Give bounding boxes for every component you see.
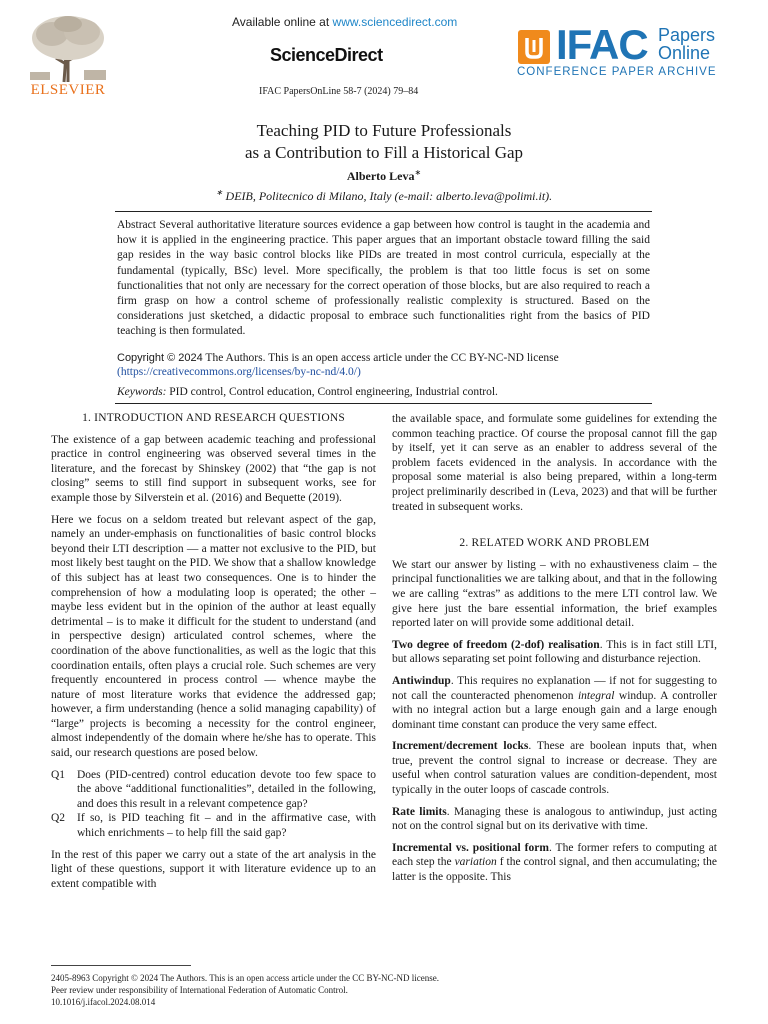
abstract-copyright [117, 351, 650, 379]
intro-continuation: the available space, and formulate some guidelines for extending the common teaching practice. Of course the proposal cannot fill the gap by itself, yet it can serve as an enabler to address several of the problem facets evidenced in the analysis. In accordance with the proposal some material is also being prepared, within a long-term project preliminarily described in (Leva, 2023) and that will be further treated in subsequent works. [392, 413, 717, 513]
left-column [51, 411, 376, 898]
right-column [392, 412, 717, 892]
footer-peer-review: Peer review under responsibility of International Federation of Automatic Control. [51, 985, 348, 995]
keywords-line [117, 386, 650, 398]
abstract-top-rule [115, 211, 652, 212]
item-2dof-text: . This is in fact still LTI, but allows separating set point following and disturbance rejection. [392, 638, 717, 666]
item-incremental-italic: variation [454, 856, 497, 869]
research-question-2 [51, 811, 376, 840]
copyright-label: Copyright © 2024 [117, 352, 203, 364]
rq2-text: If so, is PID teaching fit – and in the affirmative case, with which enrichments – to help fill the said gap? [77, 812, 376, 840]
license-link[interactable]: (https://creativecommons.org/licenses/by-nc-nd/4.0/) [117, 366, 361, 378]
abstract-text: Several authoritative literature sources evidence a gap between how control is taught in the academia and how it is applied in the engineering practice. This paper argues that an important obstacle toward filling the said gap resides in the way basic control blocks like PIDs are treated in most control curricula, especially at the fundamental (typically, BSc) level. More specifically, the problem is that too little focus is set on some functionalities that not only are necessary for the correct operation of those blocks, but are also required to reach a firm grasp on how a control scheme of professionally realistic complexity is structured. Based on the considerations just sketched, a didactic proposal to embrace such functionalities right from the basics of PID teaching is then formulated. [117, 219, 650, 338]
section-heading-related-work: 2. RELATED WORK AND PROBLEM [459, 537, 650, 550]
ifac-logo-icon [518, 30, 550, 64]
intro-paragraph-2: Here we focus on a seldom treated but relevant aspect of the gap, namely an under-emphasis on functionalities of basic control blocks beyond their LTI description — a matter not exclusive to the PID, but most likely best taught on the PID. We show that a shallow knowledge of this subject has at least two consequences. One is to hinder the comprehension of how a modulating loop is operated; the other – maybe less evident but in the opinion of the author at least equally detrimental – is to make it difficult for the student to understand (and in perspective design) articulated control schemes, where the coordination of the above functionalities, as well as the logic that this coordination entails, often plays a crucial role. Such schemes are very frequently encountered in process control — whence maybe the nature of most literature works that evidence the addressed gap; however, a firm understanding (hence a solid managing capability) of “large” projects is becoming a necessity for the control engineer, almost independently of the domain where he/she has to operate. This said, our research questions are posed below. [51, 513, 376, 760]
item-antiwindup-text-1: . This requires no explanation — if not for suggesting to not call the counteracted phenomenon [392, 674, 717, 702]
keywords-text: PID control, Control education, Control engineering, Industrial control. [166, 386, 498, 398]
section-heading-introduction: 1. INTRODUCTION AND RESEARCH QUESTIONS [82, 412, 345, 424]
item-locks-text: . These are boolean inputs that, when true, prevent the control signal to increase or decrease. They are useful when control saturation values are condition-dependent, most typically in the outer loops of cascade controls. [392, 740, 717, 797]
paper-title-line1: Teaching PID to Future Professionals [256, 121, 512, 140]
item-locks-label: Increment/decrement locks [392, 740, 529, 753]
footer-copyright: 2405-8963 Copyright © 2024 The Authors. This is an open access article under the CC BY-NC-ND license. [51, 973, 439, 983]
item-antiwindup-italic: integral [577, 689, 615, 702]
sciencedirect-link[interactable]: www.sciencedirect.com [332, 15, 458, 29]
conference-archive-label: CONFERENCE PAPER ARCHIVE [517, 66, 717, 78]
copyright-text: The Authors. This is an open access article under the CC BY-NC-ND license [202, 352, 559, 364]
intro-paragraph-3: In the rest of this paper we carry out a state of the art analysis in the light of these questions, support it with literature evidence up to an extent compatible with [51, 848, 376, 890]
rq1-number: Q1 [51, 768, 66, 781]
papers-wordmark: Papers [658, 25, 716, 45]
research-question-1 [51, 768, 376, 812]
journal-reference: IFAC PapersOnLine 58-7 (2024) 79–84 [259, 86, 419, 97]
online-wordmark: Online [658, 43, 711, 63]
available-online-line [232, 15, 457, 29]
item-antiwindup-label: Antiwindup [392, 674, 451, 687]
abstract-label: Abstract [117, 219, 156, 231]
rq2-number: Q2 [51, 812, 66, 825]
available-online-text: Available online at [232, 15, 333, 29]
footer-rule [51, 965, 191, 966]
footer [51, 972, 439, 1008]
sciencedirect-wordmark: ScienceDirect [270, 45, 383, 65]
keywords-label: Keywords: [117, 386, 167, 398]
item-incremental-text-1: . The former refers to computing at each step the [392, 841, 717, 869]
item-incremental-text-2: f the control signal, and then accumulating; the latter is the opposite. This [392, 856, 717, 884]
intro-paragraph-1: The existence of a gap between academic teaching and professional practice in control engineering was observed several times in the literature, and the forecast by Shinskey (2002) that “the gap is not closing” seems to still find support in subsequent works, see for example those by Silverstein et al. (2016) and Bequette (2019). [51, 433, 376, 504]
item-incremental [392, 841, 717, 885]
affiliation-footnote-mark: ∗ [215, 188, 223, 197]
item-locks [392, 739, 717, 797]
ifac-wordmark: IFAC [556, 21, 648, 68]
item-2dof-label: Two degree of freedom (2-dof) realisation [392, 638, 600, 651]
author-line [0, 168, 768, 184]
elsevier-wordmark: ELSEVIER [30, 82, 106, 98]
item-antiwindup-text-2: windup. A controller with no integral action but a large enough gain and a large enough dominant time constant can produce the very same effect. [392, 689, 717, 731]
author-footnote-mark: ∗ [414, 168, 422, 177]
item-rate-limits-label: Rate limits [392, 805, 447, 818]
affiliation-text: DEIB, Politecnico di Milano, Italy (e-mail: alberto.leva@polimi.it). [225, 189, 553, 203]
item-2dof [392, 638, 717, 667]
abstract-bottom-rule [115, 403, 652, 404]
author-name: Alberto Leva [346, 169, 415, 183]
item-antiwindup [392, 674, 717, 732]
paper-title-line2: as a Contribution to Fill a Historical Gap [244, 143, 524, 162]
rq1-text: Does (PID-centred) control education devote too few space to the above “additional functionalities”, detailed in the following, and does this result in a relevant competence gap? [77, 768, 376, 810]
footer-doi[interactable]: 10.1016/j.ifacol.2024.08.014 [51, 997, 156, 1007]
abstract [117, 218, 650, 340]
item-incremental-label: Incremental vs. positional form [392, 841, 549, 854]
item-rate-limits [392, 805, 717, 834]
item-rate-limits-text: . Managing these is analogous to antiwindup, just acting not on the control signal but on its derivative with time. [392, 805, 717, 833]
related-paragraph-1: We start our answer by listing – with no exhaustiveness claim – the principal functionalities we are talking about, and that in the following we are calling “extras” as additions to the mere LTI control law. We give here just the bare essential information, the brief examples reported later on will provide some additional detail. [392, 558, 717, 630]
affiliation-line [0, 188, 768, 204]
